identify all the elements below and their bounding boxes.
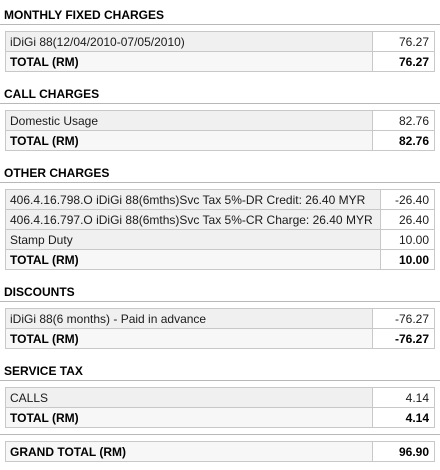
charge-description: iDiGi 88(6 months) - Paid in advance [6, 309, 373, 329]
charge-amount: 76.27 [373, 32, 435, 52]
total-label: TOTAL (RM) [6, 408, 373, 428]
charge-amount: 26.40 [380, 210, 434, 230]
section-title: CALL CHARGES [0, 85, 440, 104]
charges-table [5, 189, 435, 270]
total-amount: 82.76 [372, 131, 434, 151]
divider [0, 434, 440, 435]
total-amount: 76.27 [373, 52, 435, 72]
total-amount: 10.00 [380, 250, 434, 270]
section-monthly-fixed-charges [0, 6, 440, 72]
table-row [6, 111, 435, 131]
total-label: TOTAL (RM) [6, 250, 381, 270]
charge-description: CALLS [6, 388, 373, 408]
total-row [6, 408, 435, 428]
grand-total-label: GRAND TOTAL (RM) [6, 442, 373, 462]
charge-amount: -26.40 [380, 190, 434, 210]
section-title: SERVICE TAX [0, 362, 440, 381]
charge-description: 406.4.16.797.O iDiGi 88(6mths)Svc Tax 5%-CR Charge: 26.40 MYR [6, 210, 381, 230]
total-label: TOTAL (RM) [6, 131, 373, 151]
table-row [6, 190, 435, 210]
grand-total-table [5, 441, 435, 462]
charges-table [5, 31, 435, 72]
total-label: TOTAL (RM) [6, 329, 373, 349]
section-title: OTHER CHARGES [0, 164, 440, 183]
charge-amount: 10.00 [380, 230, 434, 250]
charge-amount: 4.14 [373, 388, 435, 408]
section-title: MONTHLY FIXED CHARGES [0, 6, 440, 25]
table-row [6, 210, 435, 230]
section-title: DISCOUNTS [0, 283, 440, 302]
charge-description: Stamp Duty [6, 230, 381, 250]
section-other-charges [0, 164, 440, 270]
total-row [6, 131, 435, 151]
charges-table [5, 308, 435, 349]
section-discounts [0, 283, 440, 349]
table-row [6, 32, 435, 52]
grand-total-amount: 96.90 [372, 442, 434, 462]
total-label: TOTAL (RM) [6, 52, 373, 72]
section-service-tax [0, 362, 440, 428]
charge-description: Domestic Usage [6, 111, 373, 131]
charges-table [5, 387, 435, 428]
grand-total-row [6, 442, 435, 462]
charge-amount: -76.27 [373, 309, 435, 329]
grand-total-section [0, 434, 440, 462]
total-amount: -76.27 [373, 329, 435, 349]
charges-table [5, 110, 435, 151]
total-row [6, 250, 435, 270]
charge-description: iDiGi 88(12/04/2010-07/05/2010) [6, 32, 373, 52]
table-row [6, 309, 435, 329]
charge-amount: 82.76 [372, 111, 434, 131]
total-amount: 4.14 [373, 408, 435, 428]
total-row [6, 52, 435, 72]
charge-description: 406.4.16.798.O iDiGi 88(6mths)Svc Tax 5%-DR Credit: 26.40 MYR [6, 190, 381, 210]
table-row [6, 230, 435, 250]
total-row [6, 329, 435, 349]
section-call-charges [0, 85, 440, 151]
table-row [6, 388, 435, 408]
